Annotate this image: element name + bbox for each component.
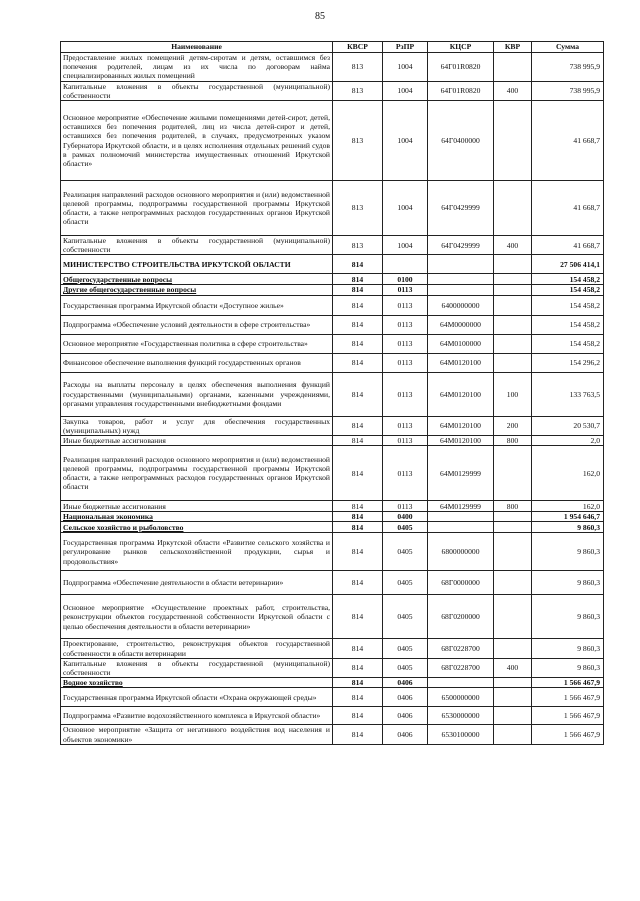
cell-kcsr: 64М0120100 bbox=[428, 372, 494, 416]
table-row bbox=[61, 255, 604, 274]
cell-sum: 41 668,7 bbox=[532, 181, 604, 236]
cell-sum: 1 566 467,9 bbox=[532, 688, 604, 707]
budget-table bbox=[60, 41, 604, 745]
cell-kvsr: 814 bbox=[333, 446, 383, 501]
cell-kvsr: 814 bbox=[333, 512, 383, 522]
cell-kvsr: 814 bbox=[333, 571, 383, 595]
cell-kvr bbox=[494, 571, 532, 595]
table-row bbox=[61, 334, 604, 353]
cell-kcsr: 6800000000 bbox=[428, 533, 494, 571]
cell-sum: 9 860,3 bbox=[532, 571, 604, 595]
cell-kvr bbox=[494, 53, 532, 82]
cell-kvsr: 814 bbox=[333, 707, 383, 725]
cell-rzpr: 0406 bbox=[383, 707, 428, 725]
table-row bbox=[61, 688, 604, 707]
table-header-row bbox=[61, 42, 604, 53]
cell-kvr bbox=[494, 446, 532, 501]
cell-sum: 1 566 467,9 bbox=[532, 678, 604, 688]
cell-rzpr: 0405 bbox=[383, 533, 428, 571]
cell-kvr bbox=[494, 255, 532, 274]
cell-sum: 9 860,3 bbox=[532, 658, 604, 677]
cell-name: МИНИСТЕРСТВО СТРОИТЕЛЬСТВА ИРКУТСКОЙ ОБЛАСТИ bbox=[61, 255, 333, 274]
cell-rzpr: 1004 bbox=[383, 81, 428, 100]
cell-kvr bbox=[494, 181, 532, 236]
table-row bbox=[61, 639, 604, 658]
cell-kcsr: 64М0120100 bbox=[428, 353, 494, 372]
cell-kvsr: 814 bbox=[333, 522, 383, 533]
cell-kcsr: 64М0000000 bbox=[428, 315, 494, 334]
cell-kvr bbox=[494, 595, 532, 639]
cell-name: Капитальные вложения в объекты государственной (муниципальной) собственности bbox=[61, 236, 333, 255]
cell-sum: 41 668,7 bbox=[532, 101, 604, 181]
cell-rzpr: 0100 bbox=[383, 274, 428, 285]
cell-name: Общегосударственные вопросы bbox=[61, 274, 333, 285]
col-header-kvr: КВР bbox=[494, 42, 532, 53]
cell-kvr bbox=[494, 315, 532, 334]
table-row bbox=[61, 101, 604, 181]
table-row bbox=[61, 725, 604, 744]
cell-sum: 162,0 bbox=[532, 446, 604, 501]
cell-kcsr: 6500000000 bbox=[428, 688, 494, 707]
cell-kcsr: 64Г01R0820 bbox=[428, 53, 494, 82]
cell-name: Водное хозяйство bbox=[61, 678, 333, 688]
cell-kcsr bbox=[428, 512, 494, 522]
cell-name: Реализация направлений расходов основного мероприятия и (или) ведомственной целевой программы, подпрограммы государственной программы Иркутской области, а также непрограммных расходов государственных органов Иркутской области bbox=[61, 181, 333, 236]
table-row bbox=[61, 315, 604, 334]
cell-rzpr: 0406 bbox=[383, 688, 428, 707]
cell-kcsr: 64М0120100 bbox=[428, 436, 494, 446]
table-row bbox=[61, 53, 604, 82]
cell-sum: 20 530,7 bbox=[532, 416, 604, 435]
cell-sum: 154 458,2 bbox=[532, 274, 604, 285]
cell-rzpr: 0113 bbox=[383, 315, 428, 334]
table-row bbox=[61, 446, 604, 501]
col-header-rzpr: РзПР bbox=[383, 42, 428, 53]
cell-rzpr: 0113 bbox=[383, 446, 428, 501]
cell-kvsr: 813 bbox=[333, 101, 383, 181]
cell-rzpr: 0113 bbox=[383, 501, 428, 512]
cell-sum: 9 860,3 bbox=[532, 595, 604, 639]
cell-kvsr: 814 bbox=[333, 285, 383, 295]
cell-rzpr: 0400 bbox=[383, 512, 428, 522]
cell-kcsr: 64Г0429999 bbox=[428, 236, 494, 255]
cell-kcsr: 64М0120100 bbox=[428, 416, 494, 435]
cell-name: Национальная экономика bbox=[61, 512, 333, 522]
cell-kvsr: 814 bbox=[333, 315, 383, 334]
table-row bbox=[61, 274, 604, 285]
cell-name: Подпрограмма «Обеспечение условий деятельности в сфере строительства» bbox=[61, 315, 333, 334]
cell-rzpr: 0405 bbox=[383, 571, 428, 595]
cell-kvsr: 813 bbox=[333, 81, 383, 100]
cell-name: Иные бюджетные ассигнования bbox=[61, 436, 333, 446]
cell-kcsr bbox=[428, 678, 494, 688]
table-row bbox=[61, 522, 604, 533]
table-row bbox=[61, 236, 604, 255]
cell-kcsr: 6530100000 bbox=[428, 725, 494, 744]
cell-name: Основное мероприятие «Государственная политика в сфере строительства» bbox=[61, 334, 333, 353]
cell-rzpr: 0405 bbox=[383, 595, 428, 639]
cell-sum: 162,0 bbox=[532, 501, 604, 512]
cell-name: Финансовое обеспечение выполнения функций государственных органов bbox=[61, 353, 333, 372]
cell-name: Основное мероприятие «Защита от негативного воздействия вод населения и объектов экономики» bbox=[61, 725, 333, 744]
cell-sum: 27 506 414,1 bbox=[532, 255, 604, 274]
cell-kvsr: 814 bbox=[333, 639, 383, 658]
cell-rzpr: 0406 bbox=[383, 725, 428, 744]
cell-kvr bbox=[494, 707, 532, 725]
cell-kcsr: 64М0129999 bbox=[428, 446, 494, 501]
cell-kvr: 800 bbox=[494, 436, 532, 446]
cell-name: Сельское хозяйство и рыболовство bbox=[61, 522, 333, 533]
cell-rzpr: 1004 bbox=[383, 101, 428, 181]
cell-kcsr: 6400000000 bbox=[428, 295, 494, 315]
cell-kvsr: 814 bbox=[333, 533, 383, 571]
table-row bbox=[61, 595, 604, 639]
cell-kvsr: 814 bbox=[333, 416, 383, 435]
cell-kcsr: 68Г0000000 bbox=[428, 571, 494, 595]
cell-kvsr: 814 bbox=[333, 678, 383, 688]
cell-sum: 1 566 467,9 bbox=[532, 725, 604, 744]
col-header-sum: Сумма bbox=[532, 42, 604, 53]
cell-kvr bbox=[494, 334, 532, 353]
table-row bbox=[61, 295, 604, 315]
col-header-name: Наименование bbox=[61, 42, 333, 53]
table-row bbox=[61, 81, 604, 100]
cell-kvsr: 814 bbox=[333, 255, 383, 274]
cell-name: Подпрограмма «Обеспечение деятельности в области ветеринарии» bbox=[61, 571, 333, 595]
table-row bbox=[61, 285, 604, 295]
cell-sum: 2,0 bbox=[532, 436, 604, 446]
cell-kvr bbox=[494, 678, 532, 688]
cell-sum: 9 860,3 bbox=[532, 639, 604, 658]
cell-name: Проектирование, строительство, реконструкция объектов государственной собственности в области ветеринарии bbox=[61, 639, 333, 658]
cell-name: Основное мероприятие «Осуществление проектных работ, строительства, реконструкции объектов государственной собственности Иркутской области с целью обеспечения деятельности в области ветеринарии» bbox=[61, 595, 333, 639]
cell-rzpr: 0113 bbox=[383, 334, 428, 353]
page-number: 85 bbox=[315, 11, 325, 22]
cell-name: Подпрограмма «Развитие водохозяйственного комплекса в Иркутской области» bbox=[61, 707, 333, 725]
cell-rzpr: 0405 bbox=[383, 658, 428, 677]
cell-rzpr: 0405 bbox=[383, 522, 428, 533]
cell-sum: 154 458,2 bbox=[532, 295, 604, 315]
cell-kcsr bbox=[428, 274, 494, 285]
cell-kvr: 800 bbox=[494, 501, 532, 512]
cell-sum: 1 566 467,9 bbox=[532, 707, 604, 725]
table-row bbox=[61, 181, 604, 236]
cell-name: Капитальные вложения в объекты государственной (муниципальной) собственности bbox=[61, 658, 333, 677]
cell-kvr bbox=[494, 688, 532, 707]
table-body bbox=[61, 53, 604, 745]
cell-name: Предоставление жилых помещений детям-сиротам и детям, оставшимся без попечения родителей, лицам из их числа по договорам найма специализированных жилых помещений bbox=[61, 53, 333, 82]
cell-rzpr: 1004 bbox=[383, 236, 428, 255]
cell-name: Иные бюджетные ассигнования bbox=[61, 501, 333, 512]
cell-sum: 9 860,3 bbox=[532, 533, 604, 571]
cell-kcsr: 64Г0400000 bbox=[428, 101, 494, 181]
cell-kcsr: 6530000000 bbox=[428, 707, 494, 725]
cell-name: Реализация направлений расходов основного мероприятия и (или) ведомственной целевой программы, подпрограммы государственной программы Иркутской области, а также непрограммных расходов государственных органов Иркутской области bbox=[61, 446, 333, 501]
cell-rzpr: 0405 bbox=[383, 639, 428, 658]
cell-rzpr: 1004 bbox=[383, 181, 428, 236]
cell-kvr bbox=[494, 101, 532, 181]
table-row bbox=[61, 571, 604, 595]
cell-kvr: 400 bbox=[494, 658, 532, 677]
cell-name: Государственная программа Иркутской области «Доступное жилье» bbox=[61, 295, 333, 315]
cell-rzpr: 0113 bbox=[383, 285, 428, 295]
cell-kvr: 200 bbox=[494, 416, 532, 435]
cell-kvr: 100 bbox=[494, 372, 532, 416]
cell-kvr: 400 bbox=[494, 81, 532, 100]
table-row bbox=[61, 707, 604, 725]
cell-sum: 41 668,7 bbox=[532, 236, 604, 255]
cell-kvsr: 814 bbox=[333, 595, 383, 639]
cell-kvsr: 814 bbox=[333, 436, 383, 446]
cell-kcsr bbox=[428, 285, 494, 295]
cell-kcsr: 64М0100000 bbox=[428, 334, 494, 353]
table-row bbox=[61, 658, 604, 677]
cell-kcsr: 68Г0228700 bbox=[428, 658, 494, 677]
cell-kvr bbox=[494, 295, 532, 315]
cell-sum: 133 763,5 bbox=[532, 372, 604, 416]
cell-kcsr bbox=[428, 255, 494, 274]
table-row bbox=[61, 353, 604, 372]
cell-kcsr: 64М0129999 bbox=[428, 501, 494, 512]
cell-kcsr bbox=[428, 522, 494, 533]
cell-kvsr: 814 bbox=[333, 725, 383, 744]
cell-kvr: 400 bbox=[494, 236, 532, 255]
cell-sum: 154 458,2 bbox=[532, 315, 604, 334]
cell-name: Капитальные вложения в объекты государственной (муниципальной) собственности bbox=[61, 81, 333, 100]
cell-kvr bbox=[494, 522, 532, 533]
cell-sum: 154 458,2 bbox=[532, 285, 604, 295]
cell-kvsr: 814 bbox=[333, 372, 383, 416]
cell-name: Расходы на выплаты персоналу в целях обеспечения выполнения функций государственными (муниципальными) органами, казенными учреждениями, органами управления государственными внебюджетными фондами bbox=[61, 372, 333, 416]
cell-rzpr: 0113 bbox=[383, 416, 428, 435]
cell-kvsr: 813 bbox=[333, 181, 383, 236]
cell-sum: 738 995,9 bbox=[532, 53, 604, 82]
cell-kvsr: 813 bbox=[333, 236, 383, 255]
cell-sum: 154 458,2 bbox=[532, 334, 604, 353]
table-row bbox=[61, 436, 604, 446]
col-header-kvsr: КВСР bbox=[333, 42, 383, 53]
table-row bbox=[61, 372, 604, 416]
col-header-kcsr: КЦСР bbox=[428, 42, 494, 53]
cell-kvr bbox=[494, 285, 532, 295]
cell-kvr bbox=[494, 353, 532, 372]
cell-sum: 1 954 646,7 bbox=[532, 512, 604, 522]
cell-rzpr: 0113 bbox=[383, 436, 428, 446]
cell-kcsr: 68Г0200000 bbox=[428, 595, 494, 639]
cell-kvsr: 814 bbox=[333, 353, 383, 372]
cell-kvr bbox=[494, 533, 532, 571]
cell-kvr bbox=[494, 725, 532, 744]
cell-name: Основное мероприятие «Обеспечение жилыми помещениями детей-сирот, детей, оставшихся без попечения родителей, лиц из числа детей-сирот и детей, оставшихся без попечения родителей, в случаях, предусмотренных указом Губернатора Иркутской области, и в целях исполнения отдельных решений судов в рамках полномочий министерства имущественных отношений Иркутской области» bbox=[61, 101, 333, 181]
cell-kvr bbox=[494, 274, 532, 285]
cell-rzpr: 0113 bbox=[383, 372, 428, 416]
cell-kvsr: 814 bbox=[333, 501, 383, 512]
table-row bbox=[61, 416, 604, 435]
cell-rzpr bbox=[383, 255, 428, 274]
cell-name: Другие общегосударственные вопросы bbox=[61, 285, 333, 295]
table-row bbox=[61, 678, 604, 688]
cell-rzpr: 1004 bbox=[383, 53, 428, 82]
cell-kvr bbox=[494, 639, 532, 658]
cell-kvr bbox=[494, 512, 532, 522]
cell-name: Закупка товаров, работ и услуг для обеспечения государственных (муниципальных) нужд bbox=[61, 416, 333, 435]
cell-kvsr: 814 bbox=[333, 688, 383, 707]
cell-kcsr: 68Г0228700 bbox=[428, 639, 494, 658]
cell-name: Государственная программа Иркутской области «Охрана окружающей среды» bbox=[61, 688, 333, 707]
cell-kvsr: 814 bbox=[333, 334, 383, 353]
cell-kvsr: 814 bbox=[333, 295, 383, 315]
cell-kcsr: 64Г0429999 bbox=[428, 181, 494, 236]
cell-kvsr: 814 bbox=[333, 658, 383, 677]
cell-sum: 738 995,9 bbox=[532, 81, 604, 100]
cell-rzpr: 0406 bbox=[383, 678, 428, 688]
cell-rzpr: 0113 bbox=[383, 295, 428, 315]
cell-sum: 9 860,3 bbox=[532, 522, 604, 533]
cell-sum: 154 296,2 bbox=[532, 353, 604, 372]
table-row bbox=[61, 501, 604, 512]
cell-name: Государственная программа Иркутской области «Развитие сельского хозяйства и регулирование рынков сельскохозяйственной продукции, сырья и продовольствия» bbox=[61, 533, 333, 571]
table-row bbox=[61, 512, 604, 522]
cell-kcsr: 64Г01R0820 bbox=[428, 81, 494, 100]
table-row bbox=[61, 533, 604, 571]
cell-kvsr: 813 bbox=[333, 53, 383, 82]
cell-kvsr: 814 bbox=[333, 274, 383, 285]
cell-rzpr: 0113 bbox=[383, 353, 428, 372]
